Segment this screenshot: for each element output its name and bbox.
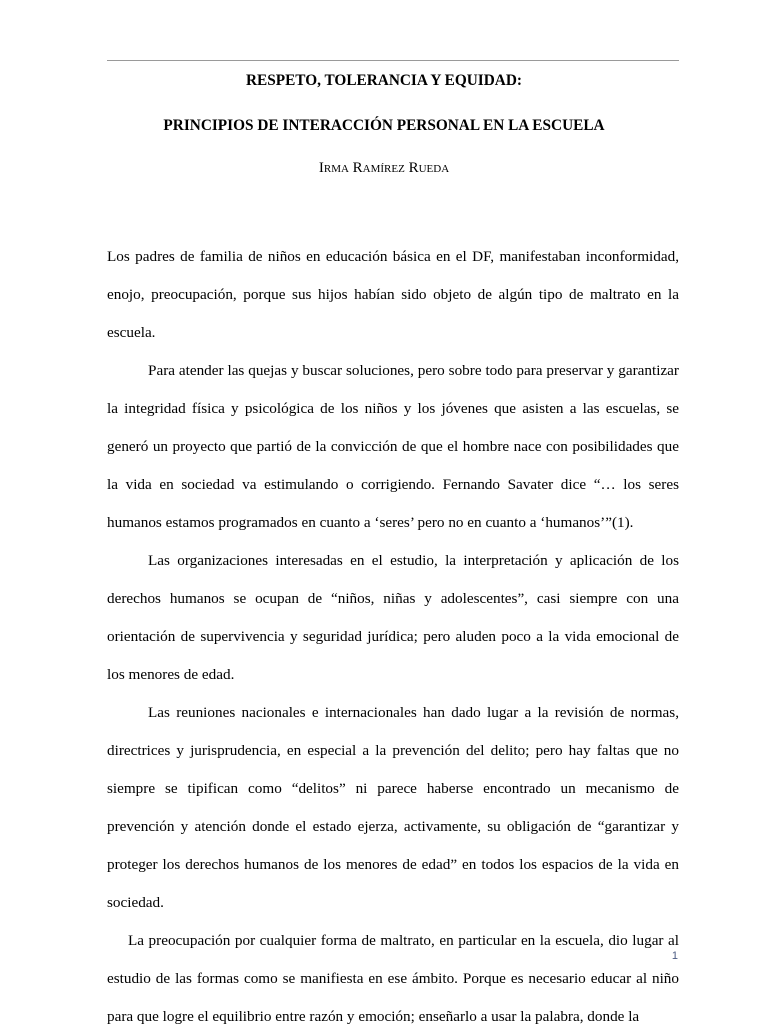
paragraph-4: Las reuniones nacionales e internacionales han dado lugar a la revisión de normas, directrices y jurisprudencia, en especial a la prevención del delito; pero hay faltas que no siempre se tipifican como “delitos” ni parece haberse encontrado un mecanismo de prevención y atención donde el estado ejerza, activamente, su obligación de “garantizar y proteger los derechos humanos de los menores de edad” en todos los espacios de la vida en sociedad. <box>107 704 679 911</box>
paragraph-1: Los padres de familia de niños en educación básica en el DF, manifestaban inconformidad, enojo, preocupación, porque sus hijos habían sido objeto de algún tipo de maltrato en la escuela. <box>107 248 679 341</box>
document-title-line-1: RESPETO, TOLERANCIA Y EQUIDAD: <box>246 72 522 89</box>
paragraph-3: Las organizaciones interesadas en el estudio, la interpretación y aplicación de los derechos humanos se ocupan de “niños, niñas y adolescentes”, casi siempre con una orientación de supervivencia y seguridad jurídica; pero aluden poco a la vida emocional de los menores de edad. <box>107 552 679 683</box>
document-body <box>107 238 679 1036</box>
paragraph-5: La preocupación por cualquier forma de maltrato, en particular en la escuela, dio lugar al estudio de las formas como se manifiesta en ese ámbito. Porque es necesario educar al niño para que logre el equilibrio entre razón y emoción; enseñarlo a usar la palabra, donde la <box>107 932 679 1025</box>
header-rule <box>107 60 679 61</box>
document-title-line-2: PRINCIPIOS DE INTERACCIÓN PERSONAL EN LA ESCUELA <box>163 117 605 134</box>
paragraph-2: Para atender las quejas y buscar soluciones, pero sobre todo para preservar y garantizar la integridad física y psicológica de los niños y los jóvenes que asisten a las escuelas, se generó un proyecto que partió de la convicción de que el hombre nace con posibilidades que la vida en sociedad va estimulando o corrigiendo. Fernando Savater dice “… los seres humanos estamos programados en cuanto a ‘seres’ pero no en cuanto a ‘humanos’”(1). <box>107 362 679 531</box>
page-number: 1 <box>671 950 678 962</box>
author-name: Irma Ramírez Rueda <box>318 160 450 176</box>
